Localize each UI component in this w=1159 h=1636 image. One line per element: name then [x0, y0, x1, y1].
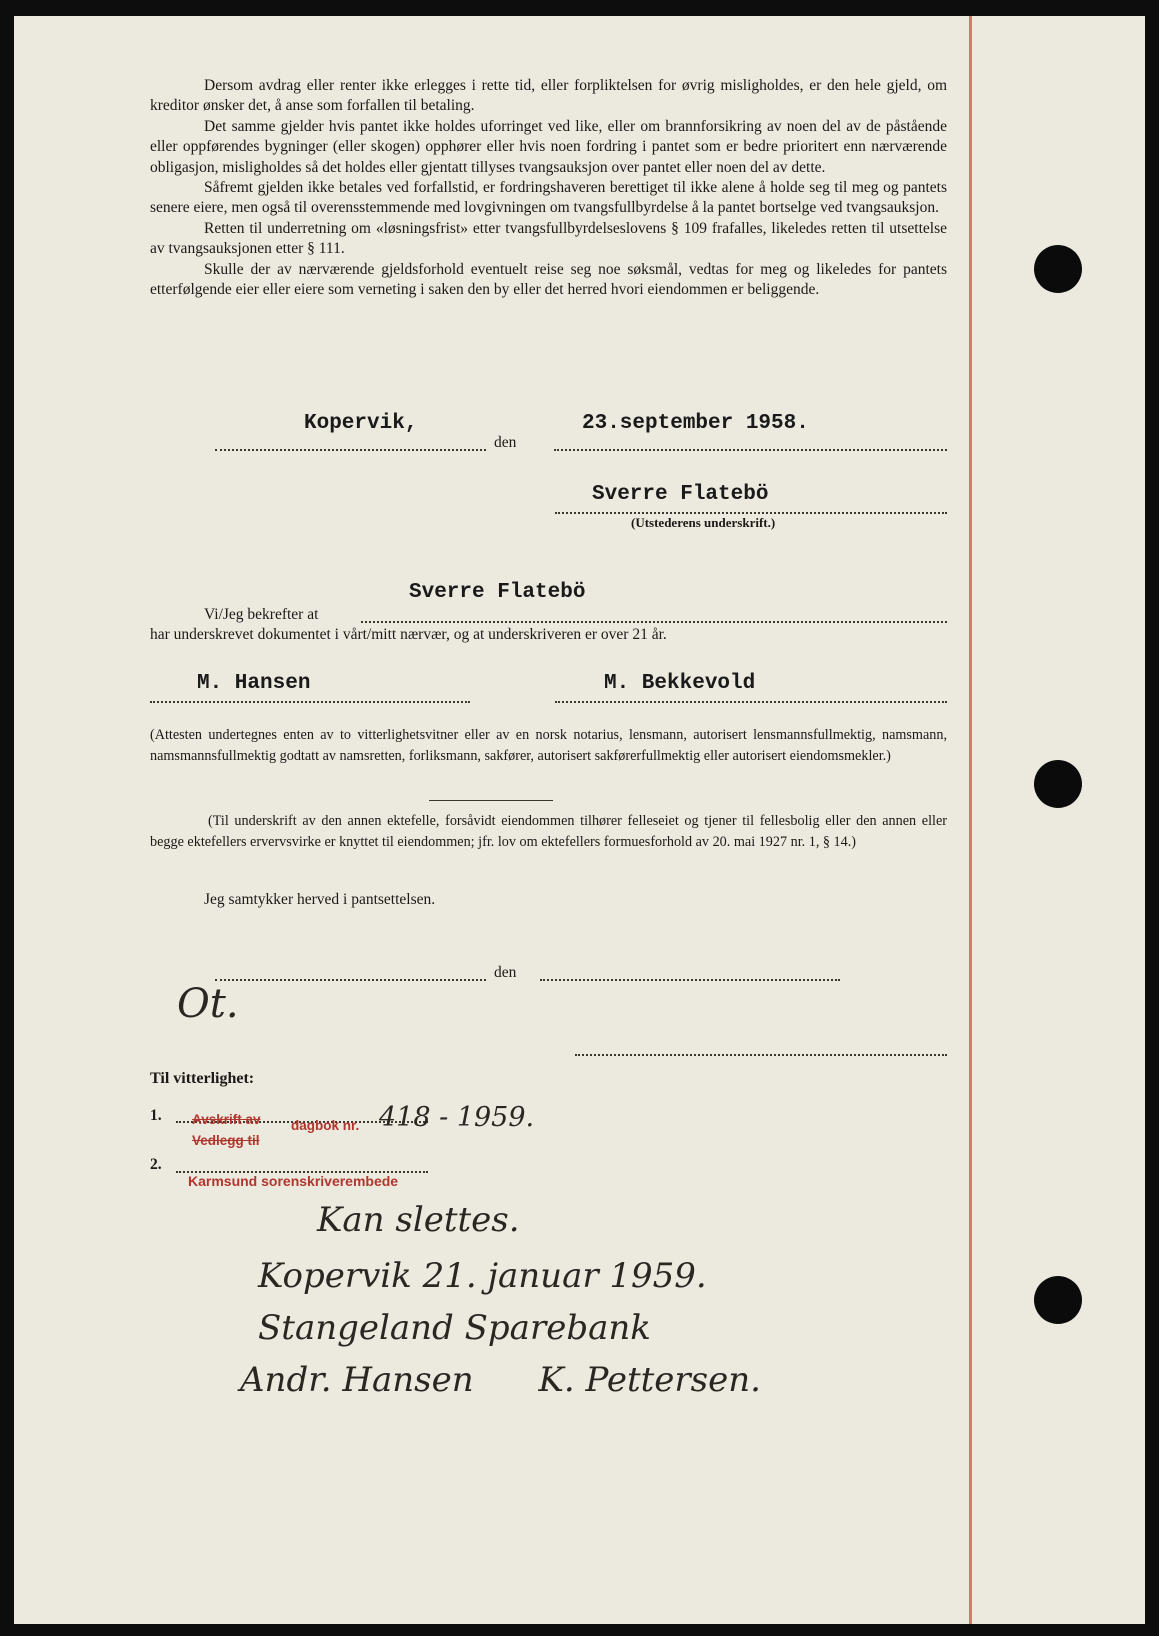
witness-1-dotted-line	[150, 701, 470, 703]
paragraph: Det samme gjelder hvis pantet ikke holdes uforringet ved like, eller om brannforsikring av noen del av de påstående eller oppførendes bygninger (eller skogen) opphører eller hvis noen fordring i pantet som er bedre prioritert enn nærværende obligasjon, misligholdes så det holdes eller gjentatt tillyses tvangsauksjon over pantet eller noen del av dette.	[150, 117, 947, 176]
handwritten-line: Stangeland Sparebank	[258, 1308, 651, 1348]
attest-note	[150, 725, 947, 766]
paragraph: Dersom avdrag eller renter ikke erlegges i rette tid, eller forpliktelsen for øvrig misligholdes, er den hele gjeld, om kreditor ønsker det, å anse som forfallen til betaling.	[150, 77, 947, 115]
confirm-dotted-line	[361, 621, 947, 623]
handwritten-initials: Ot.	[177, 981, 239, 1027]
date-dotted-line-2	[540, 979, 840, 981]
witness-2-signature: M. Bekkevold	[604, 672, 756, 695]
spouse-note	[150, 811, 947, 852]
paragraph: Skulle der av nærværende gjeldsforhold eventuelt reise seg noe søksmål, vedtas for meg og likeledes for pantets etterfølgende eier eller eiere som verneting i saken den by eller det herred hvori eiendommen er beliggende.	[150, 260, 947, 299]
terms-text	[150, 76, 947, 300]
document-page	[14, 16, 1145, 1624]
confirm-label: Vi/Jeg bekrefter at	[204, 606, 319, 623]
issuer-caption: (Utstederens underskrift.)	[631, 515, 776, 530]
punch-hole	[1034, 760, 1082, 808]
signature-dotted-line	[555, 512, 947, 514]
handwritten-line: Kan slettes.	[317, 1200, 520, 1240]
stamp-line-3: Karmsund sorenskriverembede	[188, 1173, 399, 1189]
spouse-note-text: (Til underskrift av den annen ektefelle, forsåvidt eiendommen tilhører felleseiet og tjener til fellesbolig eller den annen eller begge ektefellers ervervsvirke er knyttet til eiendommen; jfr. lov om ektefellers formuesforhold av 20. mai 1927 nr. 1, § 14.)	[150, 813, 947, 850]
place-dotted-line-2	[215, 979, 486, 981]
confirm-text: har underskrevet dokumentet i vårt/mitt nærvær, og at underskriveren er over 21 år.	[150, 626, 667, 643]
handwritten-line: Kopervik 21. januar 1959.	[258, 1256, 707, 1296]
red-margin-line	[969, 16, 972, 1624]
stamp-entry-number: 418 - 1959.	[379, 1102, 535, 1133]
date-dotted-line	[554, 449, 947, 451]
punch-hole	[1034, 1276, 1082, 1324]
paragraph: Retten til underretning om «løsningsfrist» etter tvangsfullbyrdelseslovens § 109 frafalles, likeledes retten til utsettelse av tvangsauksjonen etter § 111.	[150, 219, 947, 258]
place-value: Kopervik,	[304, 412, 418, 435]
witness-1-signature: M. Hansen	[197, 672, 311, 695]
issuer-signature: Sverre Flatebö	[592, 483, 769, 506]
handwritten-line: Andr. Hansen K. Pettersen.	[240, 1360, 761, 1400]
place-dotted-line	[215, 449, 486, 451]
consent-text: Jeg samtykker herved i pantsettelsen.	[204, 891, 436, 908]
paragraph: Såfremt gjelden ikke betales ved forfallstid, er fordringshaveren berettiget til ikke alene å holde seg til meg og pantets senere eiere, men også til overensstemmende med lovgivningen om tvangsfullbyrdelse å la pantet bortselge ved tvangsauksjon.	[150, 179, 947, 217]
stamp-line-2: Vedlegg til	[192, 1133, 260, 1148]
witness-heading: Til vitterlighet:	[150, 1070, 255, 1087]
confirm-name: Sverre Flatebö	[409, 581, 586, 604]
witness-2-dotted-line	[555, 701, 947, 703]
consent-signature-line	[575, 1054, 947, 1056]
attest-note-text: (Attesten undertegnes enten av to vitterlighetsvitner eller av en norsk notarius, lensmann, autorisert lensmannsfullmektig, namsmann, namsmannsfullmektig godtatt av namsretten, forliksmann, sakfører, autorisert sakførerfullmektig eller autorisert eiendomsmekler.)	[150, 727, 947, 764]
date-value: 23.september 1958.	[582, 412, 809, 435]
punch-hole	[1034, 245, 1082, 293]
witness-number-1: 1.	[150, 1107, 162, 1124]
den-label-2: den	[494, 964, 517, 981]
witness-number-2: 2.	[150, 1156, 162, 1173]
stamp-line-1: Avskrift av	[192, 1112, 261, 1127]
den-label: den	[494, 434, 517, 451]
divider	[429, 800, 553, 801]
stamp-dagbok-label: dagbok nr.	[291, 1118, 360, 1133]
